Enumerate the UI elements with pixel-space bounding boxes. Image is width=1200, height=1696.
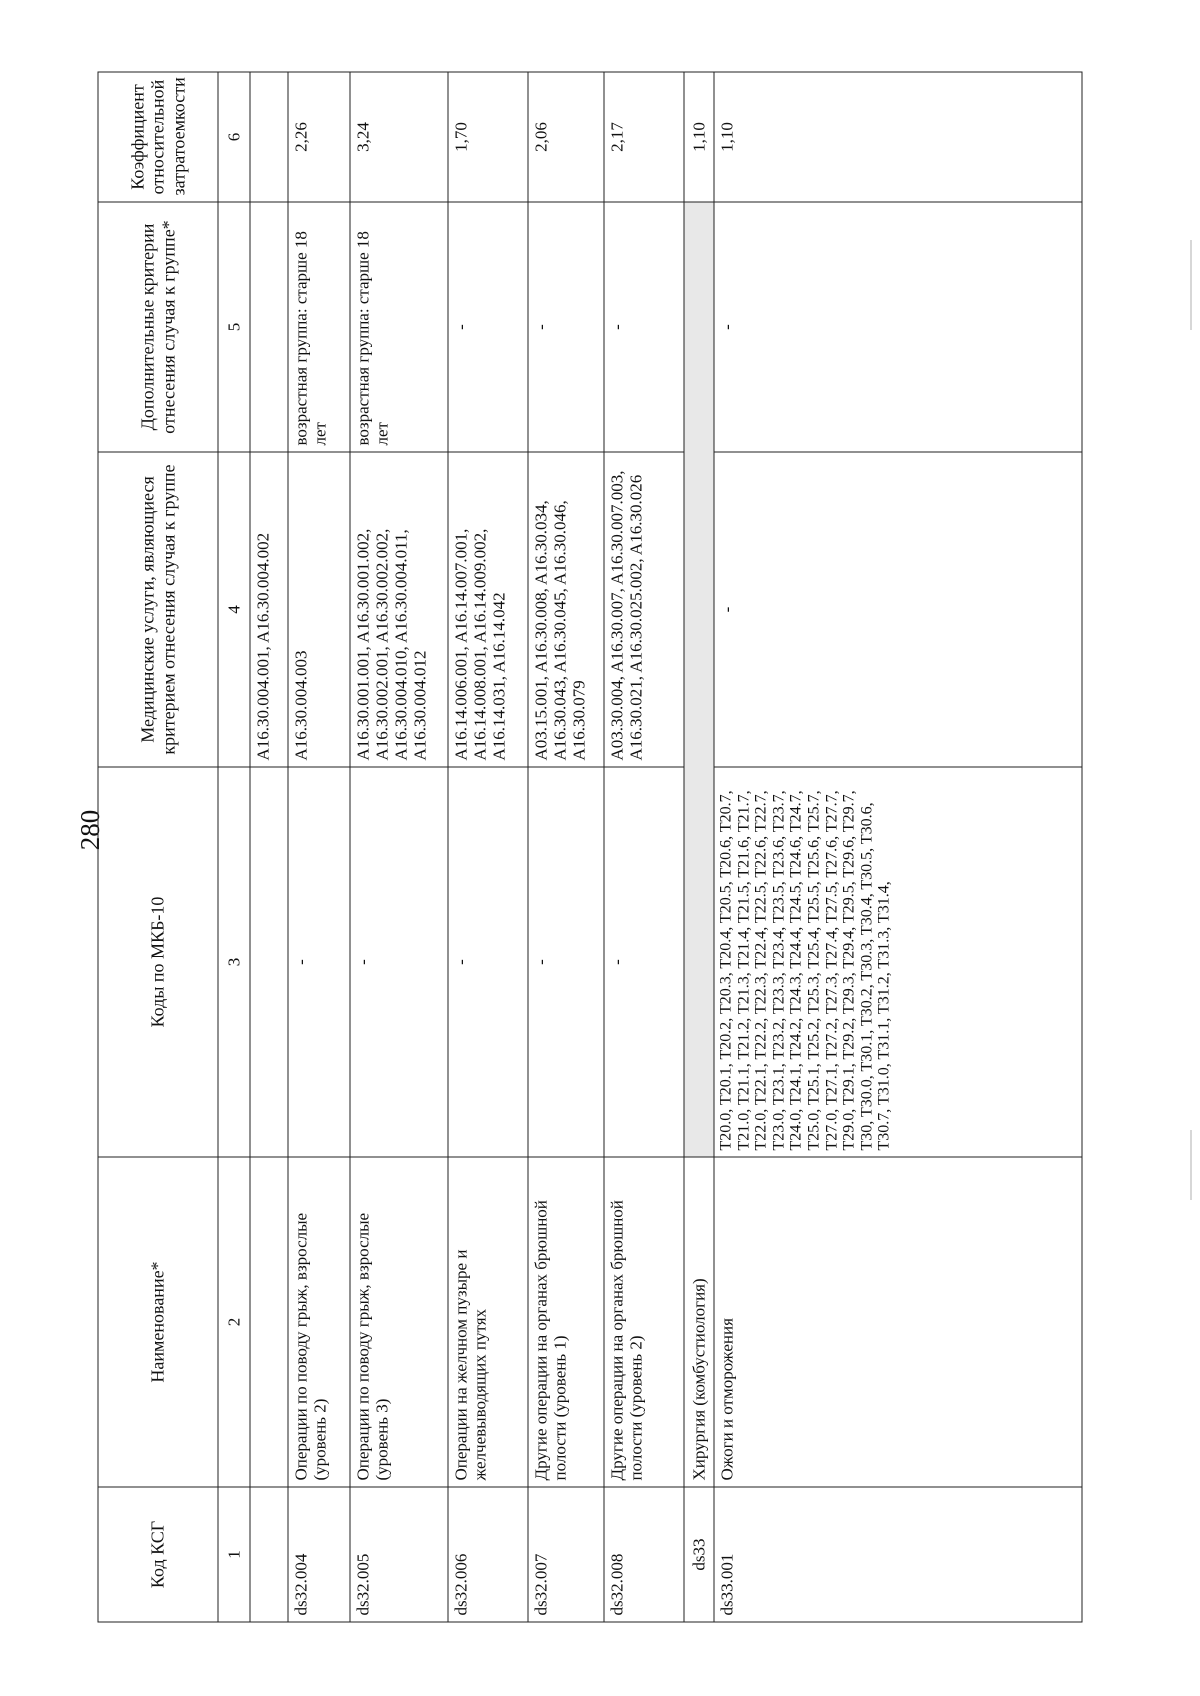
cell-coef: 2,06 [528,72,604,202]
cell-criteria: - [448,202,528,452]
cell-coef: 2,26 [288,72,350,202]
cell-criteria: возрастная группа: старше 18 лет [350,202,448,452]
cell-name: Операции по поводу грыж, взрослые (уровень 2) [288,1157,350,1487]
column-number: 6 [218,72,250,202]
cell-criteria: возрастная группа: старше 18 лет [288,202,350,452]
header-name: Наименование* [98,1157,218,1487]
cell-mkb: T20.0, T20.1, T20.2, T20.3, T20.4, T20.5, T20.6, T20.7, T21.0, T21.1, T21.2, T21.3, T21.4, T21.5, T21.6, T21.7, T22.0, T22.1, T22.2, T22.3, T22.4, T22.5, T22.6, T22.7, T23.0, T23.1, T23.2, T23.3, T23.4, T23.5, T23.6, T23.7, T24.0, T24.1, T24.2, T24.3, T24.4, T24.5, T24.6, T24.7, T25.0, T25.1, T25.2, T25.3, T25.4, T25.5, T25.6, T25.7, T27.0, T27.1, T27.2, T27.3, T27.4, T27.5, T27.6, T27.7, T29.0, T29.1, T29.2, T29.3, T29.4, T29.5, T29.6, T29.7, T30, T30.0, T30.1, T30.2, T30.3, T30.4, T30.5, T30.6, T30.7, T31.0, T31.1, T31.2, T31.3, T31.4, [714,767,1082,1157]
cell-services: A16.30.001.001, A16.30.001.002, A16.30.002.001, A16.30.002.002, A16.30.004.010, A16.30.004.011, A16.30.004.012 [350,452,448,767]
section-filler [684,202,714,1157]
section-coef: 1,10 [684,72,714,202]
cell-criteria: - [714,202,1082,452]
cell-name: Операции по поводу грыж, взрослые (уровень 3) [350,1157,448,1487]
table-row [528,72,604,1622]
cell-coef: 1,10 [714,72,1082,202]
cell-coef: 3,24 [350,72,448,202]
cell-code: ds32.007 [528,1487,604,1622]
column-number-row [218,72,250,1622]
table-row [350,72,448,1622]
cell-services: - [714,452,1082,767]
ksg-table [98,72,1083,1623]
cell-criteria [250,202,288,452]
header-mkb: Коды по МКБ-10 [98,767,218,1157]
cell-code [250,1487,288,1622]
cell-coef [250,72,288,202]
cell-services: A16.30.004.003 [288,452,350,767]
column-number: 5 [218,202,250,452]
cell-code: ds32.006 [448,1487,528,1622]
table-row [288,72,350,1622]
header-coef: Коэффициент относительной затратоемкости [98,72,218,202]
column-number: 2 [218,1157,250,1487]
cell-name: Ожоги и отморожения [714,1157,1082,1487]
scan-mark-bottom [1190,1130,1192,1200]
page-number: 280 [74,809,105,851]
scan-mark-top [1190,240,1192,330]
table-row [604,72,684,1622]
section-name: Хирургия (комбустиология) [684,1157,714,1487]
cell-mkb: - [350,767,448,1157]
column-number: 1 [218,1487,250,1622]
table-row [250,72,288,1622]
cell-mkb: - [288,767,350,1157]
section-code: ds33 [684,1487,714,1622]
column-number: 3 [218,767,250,1157]
cell-criteria: - [528,202,604,452]
column-number: 4 [218,452,250,767]
cell-services: A03.30.004, A16.30.007, A16.30.007.003, A16.30.021, A16.30.025.002, A16.30.026 [604,452,684,767]
cell-name: Операции на желчном пузыре и желчевыводящих путях [448,1157,528,1487]
cell-mkb: - [528,767,604,1157]
section-row [684,72,714,1622]
cell-coef: 2,17 [604,72,684,202]
table-row [714,72,1082,1622]
cell-services: A16.30.004.001, A16.30.004.002 [250,452,288,767]
cell-name: Другие операции на органах брюшной полости (уровень 2) [604,1157,684,1487]
cell-code: ds33.001 [714,1487,1082,1622]
header-code: Код КСГ [98,1487,218,1622]
table-row [448,72,528,1622]
cell-services: A16.14.006.001, A16.14.007.001, A16.14.008.001, A16.14.009.002, A16.14.031, A16.14.042 [448,452,528,767]
rotated-table-wrapper [98,73,1083,1623]
cell-name [250,1157,288,1487]
cell-code: ds32.008 [604,1487,684,1622]
header-criteria: Дополнительные критерии отнесения случая к группе* [98,202,218,452]
cell-mkb: - [604,767,684,1157]
cell-name: Другие операции на органах брюшной полости (уровень 1) [528,1157,604,1487]
cell-code: ds32.005 [350,1487,448,1622]
cell-services: A03.15.001, A16.30.008, A16.30.034, A16.30.043, A16.30.045, A16.30.046, A16.30.079 [528,452,604,767]
header-row [98,72,218,1622]
cell-mkb [250,767,288,1157]
cell-mkb: - [448,767,528,1157]
cell-coef: 1,70 [448,72,528,202]
cell-code: ds32.004 [288,1487,350,1622]
cell-criteria: - [604,202,684,452]
header-services: Медицинские услуги, являющиеся критерием отнесения случая к группе [98,452,218,767]
